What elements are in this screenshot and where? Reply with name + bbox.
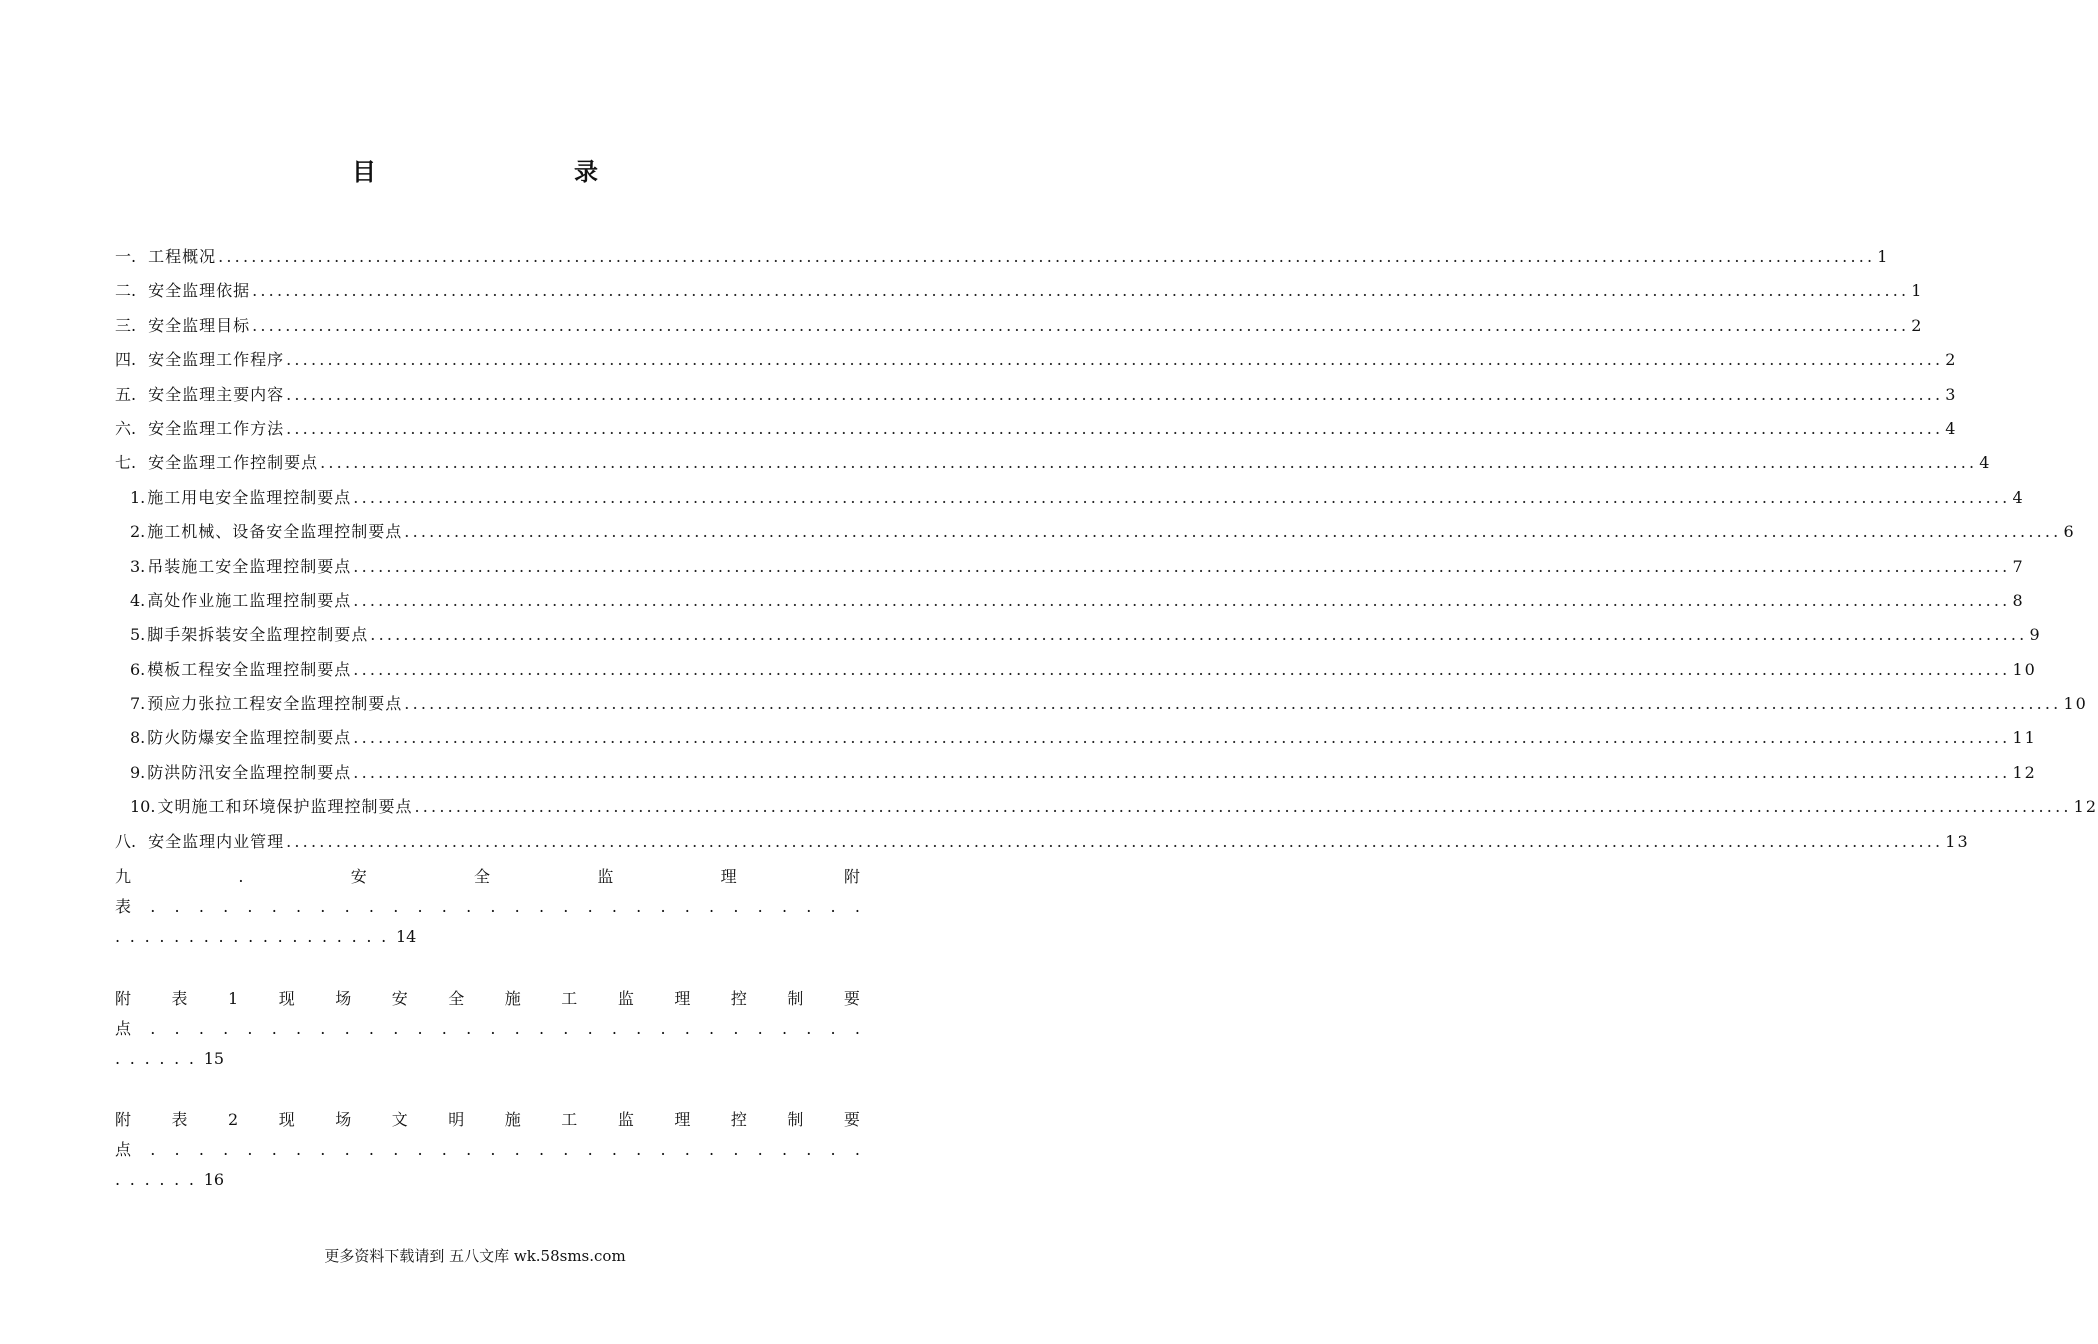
toc-entry-label: 防火防爆安全监理控制要点 [147, 728, 352, 748]
toc-entry-page: 1 [1877, 247, 1890, 266]
toc-entry-page: 10 [2063, 694, 2088, 714]
appendix-dot: . [368, 1019, 374, 1038]
toc-dot-leader: ........................................................................................................................................................................................................ [218, 247, 1876, 266]
appendix-title-char: 监 [597, 867, 614, 886]
appendix-dot: . [854, 1019, 860, 1038]
appendix-title-char: 施 [504, 989, 521, 1008]
toc-dot-leader: ........................................................................................................................................................................................................ [353, 762, 2011, 782]
appendix-title-char: 制 [787, 1110, 804, 1129]
toc-entry-label: 预应力张拉工程安全监理控制要点 [147, 694, 403, 714]
appendix-title-char: 表 [171, 1110, 188, 1129]
toc-entry-page: 4 [1979, 453, 1992, 473]
appendix-dot: . [296, 1019, 302, 1038]
appendix-dot: . [514, 1019, 520, 1038]
appendix-dot: . [587, 1019, 593, 1038]
toc-entry-label: 模板工程安全监理控制要点 [147, 659, 352, 679]
toc-dot-leader: ........................................................................................................................................................................................................ [286, 384, 1944, 404]
appendix-dot: . [441, 1019, 447, 1038]
toc-dot-leader: ........................................................................................................................................................................................................ [353, 728, 2011, 748]
appendix-dot: . [174, 897, 180, 916]
appendix-title-char: 全 [448, 989, 465, 1008]
appendix-dot: . [344, 897, 350, 916]
appendix-dot: . [417, 897, 423, 916]
toc-entry[interactable] [115, 481, 2025, 515]
toc-entry-number: 7. [130, 694, 146, 714]
appendix-title-char: 制 [787, 989, 804, 1008]
appendix-dot: . [684, 1140, 690, 1159]
toc-entry-label: 吊装施工安全监理控制要点 [147, 556, 352, 576]
toc-entry-number: 2. [130, 522, 146, 542]
appendix-title-char: 2 [228, 1110, 239, 1129]
toc-entry-number: 3. [130, 556, 146, 576]
appendix-dot: . [344, 1019, 350, 1038]
appendix-dot: . [733, 1019, 739, 1038]
appendix-dot: . [271, 1019, 277, 1038]
toc-entry[interactable] [115, 412, 1958, 446]
appendix-title-char: 九 [115, 867, 132, 886]
appendix-title-char: 理 [674, 1110, 691, 1129]
appendix-dot: . [223, 1019, 229, 1038]
appendix-dot: . [757, 1019, 763, 1038]
toc-entry-number: 6. [130, 659, 146, 679]
appendix-title-char: 表 [115, 897, 132, 916]
appendix-dot: . [417, 1019, 423, 1038]
appendix-dot: . [563, 897, 569, 916]
toc-entry-page: 4 [1945, 418, 1958, 438]
appendix-dot: . [806, 897, 812, 916]
appendix-dot: . [417, 1140, 423, 1159]
appendix-dot: . [368, 897, 374, 916]
toc-entry[interactable] [115, 343, 1958, 377]
appendix-title-char: 理 [720, 867, 737, 886]
appendix-dot: . [563, 1140, 569, 1159]
toc-entry-number: 8. [130, 728, 146, 748]
appendix-title-char: 现 [278, 989, 295, 1008]
toc-entry-number: 六. [115, 418, 137, 438]
toc-entry[interactable] [115, 687, 2088, 721]
toc-entry-label: 施工用电安全监理控制要点 [147, 487, 352, 507]
appendix-dot: . [466, 897, 472, 916]
appendix-page-line [115, 922, 860, 952]
appendix-dot: . [781, 1019, 788, 1038]
appendix-dot: . [636, 897, 642, 916]
appendix-dot: . [247, 1140, 253, 1159]
appendix-title-char: 全 [474, 867, 491, 886]
toc-entry-label: 安全监理工作程序 [148, 350, 285, 370]
appendix-dot: . [198, 1140, 204, 1159]
toc-entry[interactable] [115, 378, 1958, 412]
appendix-dot: . [247, 1019, 253, 1038]
toc-entry[interactable] [115, 515, 2076, 549]
appendix-entry-title-line [115, 984, 860, 1014]
appendix-dot: . [611, 1019, 617, 1038]
toc-entry-page: 13 [1945, 831, 1970, 851]
appendix-dot: . [174, 1140, 180, 1159]
toc-entry-page: 4 [2012, 487, 2025, 507]
appendix-dot: . [441, 1140, 447, 1159]
appendix-title-char: . [238, 867, 244, 886]
appendix-dot: . [271, 897, 277, 916]
toc-entry-label: 安全监理内业管理 [148, 831, 285, 851]
toc-entry[interactable] [115, 240, 1890, 274]
appendix-dot: . [296, 1140, 302, 1159]
appendix-entry-title-line [115, 862, 860, 892]
toc-dot-leader: ........................................................................................................................................................................................................ [320, 453, 1978, 473]
appendix-dot-line [115, 1135, 860, 1165]
toc-entry-page: 11 [2012, 728, 2037, 748]
toc-entry-label: 工程概况 [148, 247, 217, 266]
toc-entry-number: 10. [130, 797, 156, 817]
toc-dot-leader: ........................................................................................................................................................................................................ [404, 522, 2062, 542]
appendix-dot: . [830, 897, 836, 916]
appendix-dot: . [393, 897, 399, 916]
appendix-dot: . [587, 897, 593, 916]
toc-dot-leader: ........................................................................................................................................................................................................ [286, 418, 1944, 438]
toc-entry[interactable] [115, 653, 2037, 687]
appendix-page-line [115, 1165, 860, 1195]
appendix-dot-line [115, 1014, 860, 1044]
appendix-dot: . [174, 1019, 180, 1038]
appendix-dot: . [636, 1140, 642, 1159]
toc-entry-number: 八. [115, 831, 137, 851]
toc-entry-number: 1. [130, 487, 146, 507]
appendix-title-char: 1 [228, 989, 239, 1008]
appendix-dot: . [806, 1140, 812, 1159]
toc-entry-label: 安全监理主要内容 [148, 384, 285, 404]
toc-entry[interactable] [115, 756, 2037, 790]
toc-entry-page: 6 [2063, 522, 2076, 542]
appendix-dot: . [806, 1019, 812, 1038]
toc-dot-leader: ........................................................................................................................................................................................................ [252, 315, 1910, 335]
appendix-title-char: 文 [391, 1110, 408, 1129]
appendix-title-char: 附 [115, 989, 132, 1008]
appendix-dot: . [198, 897, 204, 916]
appendix-dot: . [611, 1140, 617, 1159]
page-title: 目 录 [352, 157, 648, 186]
appendix-dot: . [514, 897, 520, 916]
toc-dot-leader: ........................................................................................................................................................................................................ [286, 831, 1944, 851]
toc-entry[interactable] [115, 274, 1924, 308]
toc-entry-number: 5. [130, 625, 146, 645]
toc-entry[interactable] [115, 584, 2025, 618]
toc-entry-number: 4. [130, 590, 146, 610]
appendix-dot: . [757, 1140, 763, 1159]
toc-entry-label: 安全监理工作控制要点 [148, 453, 319, 473]
appendix-dot: . [757, 897, 763, 916]
appendix-dot: . [466, 1019, 472, 1038]
toc-entry[interactable] [115, 550, 2025, 584]
appendix-dot: . [660, 897, 666, 916]
appendix-title-char: 点 [115, 1140, 132, 1159]
appendix-title-char: 安 [391, 989, 408, 1008]
toc-dot-leader: ........................................................................................................................................................................................................ [252, 281, 1910, 301]
toc-entry[interactable] [115, 618, 2042, 652]
appendix-title-char: 工 [561, 1110, 578, 1129]
appendix-dot: . [441, 897, 447, 916]
toc-entry-page: 7 [2012, 556, 2025, 576]
appendix-dot: . [660, 1140, 666, 1159]
appendix-dot-line [115, 892, 860, 922]
toc-dot-leader: ........................................................................................................................................................................................................ [353, 556, 2011, 576]
appendix-title-char: 控 [730, 1110, 747, 1129]
appendix-dot: . [490, 897, 496, 916]
toc-entry-page: 10 [2012, 659, 2037, 679]
toc-entry-label: 安全监理目标 [148, 315, 251, 335]
toc-entry[interactable] [115, 721, 2037, 755]
appendix-dot: . [247, 897, 253, 916]
table-of-contents [115, 240, 2098, 859]
appendix-title-char: 场 [335, 1110, 352, 1129]
appendix-dot: . [150, 1019, 156, 1038]
toc-entry-page: 9 [2029, 625, 2042, 645]
appendix-title-char: 点 [115, 1019, 132, 1038]
appendix-entry[interactable] [115, 862, 860, 952]
appendix-title-char: 表 [171, 989, 188, 1008]
appendix-entry-title-line [115, 1105, 860, 1135]
toc-dot-leader: ........................................................................................................................................................................................................ [353, 487, 2011, 507]
appendix-dot: . [538, 897, 545, 916]
appendix-title-char: 工 [561, 989, 578, 1008]
appendix-dot: . [781, 897, 788, 916]
toc-entry[interactable] [115, 309, 1924, 343]
appendix-dot: . [563, 1019, 569, 1038]
appendix-title-char: 施 [504, 1110, 521, 1129]
toc-entry-page: 2 [1945, 350, 1958, 370]
toc-entry[interactable] [115, 825, 1970, 859]
appendix-dot: . [709, 1019, 715, 1038]
appendix-dot: . [320, 1019, 326, 1038]
toc-entry-page: 8 [2012, 590, 2025, 610]
appendix-dot: . [684, 1019, 690, 1038]
appendix-title-char: 理 [674, 989, 691, 1008]
appendix-dot-leader: ...... [115, 1170, 204, 1189]
appendix-dot: . [368, 1140, 374, 1159]
appendix-dot: . [830, 1140, 836, 1159]
appendix-dot: . [393, 1019, 399, 1038]
appendix-title-char: 监 [617, 1110, 634, 1129]
appendix-dot: . [781, 1140, 788, 1159]
appendix-title-char: 要 [843, 1110, 860, 1129]
toc-entry[interactable] [115, 790, 2098, 824]
appendix-title-char: 场 [335, 989, 352, 1008]
toc-entry-label: 施工机械、设备安全监理控制要点 [147, 522, 403, 542]
appendix-title-char: 安 [350, 867, 367, 886]
appendix-dot: . [393, 1140, 399, 1159]
footer-text: 更多资料下载请到 五八文库 wk.58sms.com [324, 1247, 626, 1265]
appendix-dot: . [198, 1019, 204, 1038]
appendix-dot: . [150, 1140, 156, 1159]
toc-entry-number: 三. [115, 315, 137, 335]
appendix-dot-leader: ...... [115, 1049, 204, 1068]
appendix-dot: . [538, 1140, 545, 1159]
toc-entry-label: 安全监理工作方法 [148, 418, 285, 438]
toc-entry-number: 四. [115, 350, 137, 370]
appendix-dot: . [709, 1140, 715, 1159]
appendix-title-char: 明 [448, 1110, 465, 1129]
appendix-entry[interactable] [115, 984, 860, 1074]
toc-entry-number: 五. [115, 384, 137, 404]
appendix-dot: . [709, 897, 715, 916]
appendix-dot: . [223, 1140, 229, 1159]
appendix-title-char: 附 [843, 867, 860, 886]
toc-dot-leader: ........................................................................................................................................................................................................ [286, 350, 1944, 370]
appendix-dot: . [514, 1140, 520, 1159]
appendix-dot: . [854, 897, 860, 916]
appendix-entry-page: 16 [203, 1170, 225, 1189]
toc-dot-leader: ........................................................................................................................................................................................................ [414, 797, 2072, 817]
appendix-dot: . [611, 897, 617, 916]
appendix-dot: . [320, 897, 326, 916]
toc-entry-number: 七. [115, 453, 137, 473]
appendix-dot: . [490, 1140, 496, 1159]
toc-dot-leader: ........................................................................................................................................................................................................ [353, 590, 2011, 610]
appendix-dot: . [344, 1140, 350, 1159]
toc-entry-page: 3 [1945, 384, 1958, 404]
appendix-dot: . [733, 897, 739, 916]
appendix-dot: . [271, 1140, 277, 1159]
appendix-title-char: 要 [843, 989, 860, 1008]
toc-entry-page: 1 [1911, 281, 1924, 301]
appendix-title-char: 附 [115, 1110, 132, 1129]
appendix-dot: . [466, 1140, 472, 1159]
appendix-page-line [115, 1044, 860, 1074]
toc-entry-label: 防洪防汛安全监理控制要点 [147, 762, 352, 782]
appendix-entry-page: 14 [395, 927, 417, 946]
toc-entry-page: 12 [2073, 797, 2098, 817]
appendix-entry-page: 15 [203, 1049, 225, 1068]
toc-entry-page: 2 [1911, 315, 1924, 335]
appendix-dot: . [733, 1140, 739, 1159]
toc-entry-number: 一. [115, 247, 137, 266]
appendix-dot: . [320, 1140, 326, 1159]
appendix-dot: . [223, 897, 229, 916]
toc-dot-leader: ........................................................................................................................................................................................................ [353, 659, 2011, 679]
toc-entry-label: 高处作业施工监理控制要点 [147, 590, 352, 610]
appendix-dot: . [830, 1019, 836, 1038]
appendix-dot: . [684, 897, 690, 916]
toc-entry-number: 9. [130, 762, 146, 782]
appendix-title-char: 控 [730, 989, 747, 1008]
appendix-dot: . [660, 1019, 666, 1038]
toc-entry[interactable] [115, 446, 1992, 480]
appendix-title-char: 现 [278, 1110, 295, 1129]
toc-entry-number: 二. [115, 281, 137, 301]
appendix-dot-leader: ................... [115, 927, 396, 946]
appendix-title-char: 监 [617, 989, 634, 1008]
toc-entry-label: 安全监理依据 [148, 281, 251, 301]
appendix-dot: . [636, 1019, 642, 1038]
appendix-dot: . [587, 1140, 593, 1159]
toc-dot-leader: ........................................................................................................................................................................................................ [404, 694, 2062, 714]
toc-entry-page: 12 [2012, 762, 2037, 782]
toc-dot-leader: ........................................................................................................................................................................................................ [370, 625, 2028, 645]
toc-entry-label: 文明施工和环境保护监理控制要点 [157, 797, 413, 817]
appendix-dot: . [538, 1019, 545, 1038]
toc-entry-label: 脚手架拆装安全监理控制要点 [147, 625, 369, 645]
appendix-dot: . [854, 1140, 860, 1159]
appendix-dot: . [296, 897, 302, 916]
appendix-dot: . [150, 897, 156, 916]
appendix-entry[interactable] [115, 1105, 860, 1195]
appendix-dot: . [490, 1019, 496, 1038]
